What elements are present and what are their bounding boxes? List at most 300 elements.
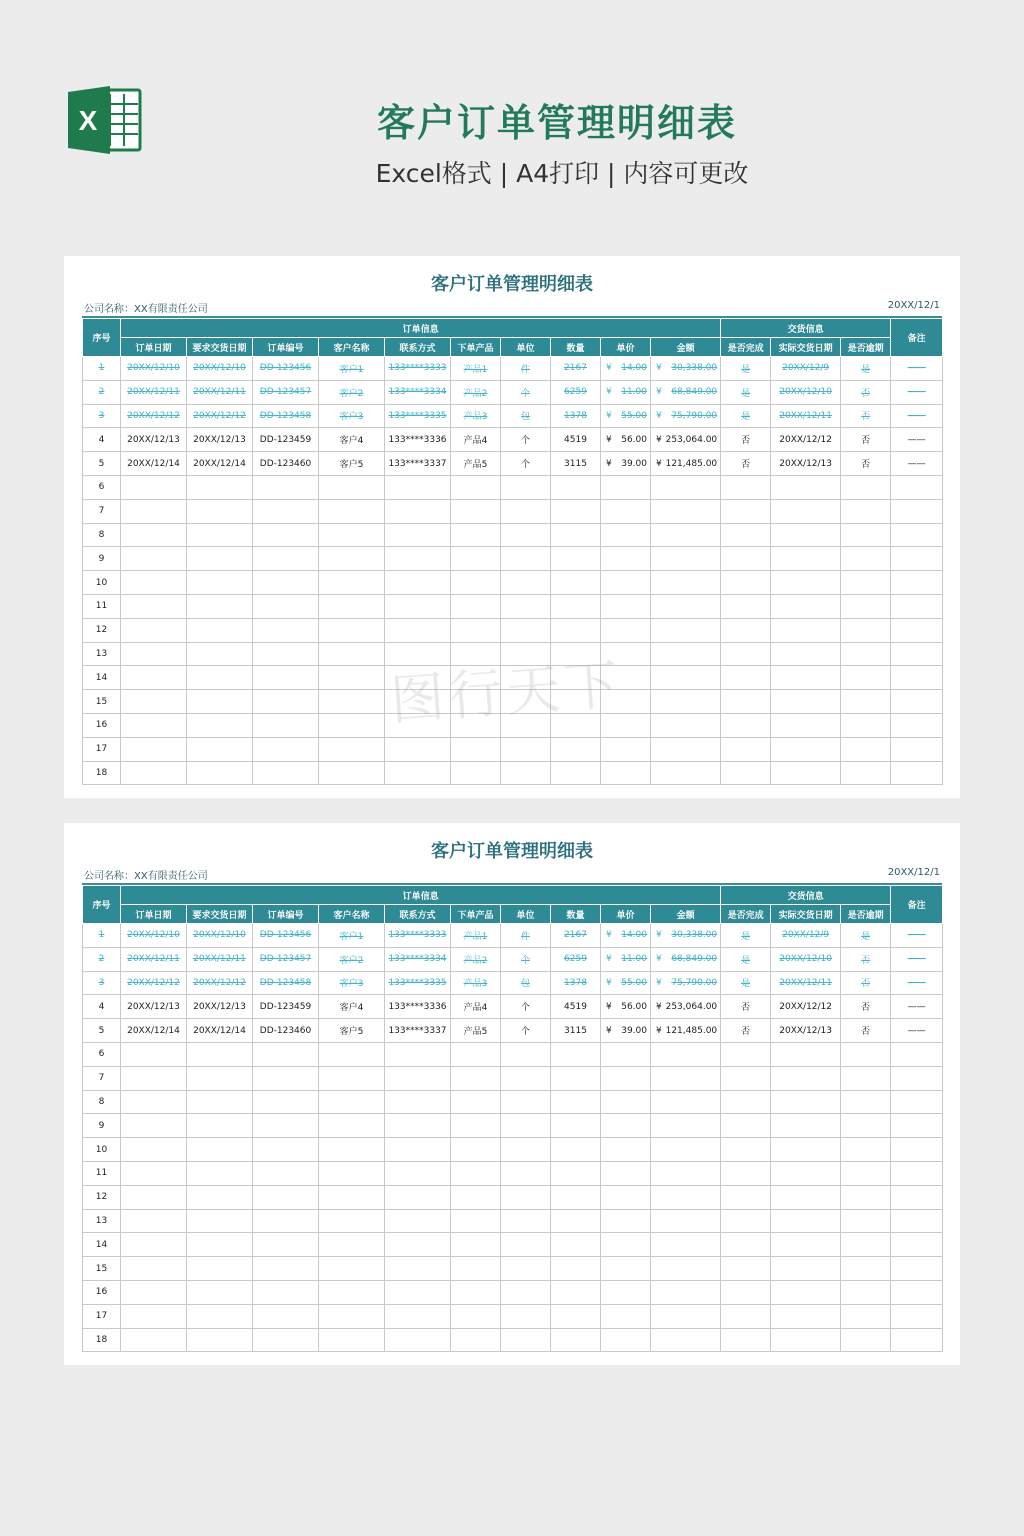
table-row <box>83 1114 943 1138</box>
empty-cell <box>651 1304 721 1328</box>
empty-cell <box>187 737 253 761</box>
empty-cell <box>501 737 551 761</box>
cell-overdue: 否 <box>841 1019 891 1043</box>
cell-completed: 是 <box>721 947 771 971</box>
empty-cell <box>451 523 501 547</box>
empty-cell <box>651 1090 721 1114</box>
cell-completed: 否 <box>721 995 771 1019</box>
empty-cell <box>319 499 385 523</box>
empty-cell <box>721 1185 771 1209</box>
empty-cell <box>841 1328 891 1352</box>
empty-cell <box>551 1138 601 1162</box>
empty-cell <box>601 1138 651 1162</box>
empty-cell <box>551 1090 601 1114</box>
empty-cell <box>551 594 601 618</box>
cell-contact: 133****3333 <box>385 357 451 381</box>
table-row <box>83 1233 943 1257</box>
empty-cell <box>121 499 187 523</box>
empty-cell <box>187 571 253 595</box>
cell-customer: 客户4 <box>319 995 385 1019</box>
cell-no: 17 <box>83 1304 121 1328</box>
empty-cell <box>771 1066 841 1090</box>
cell-no: 13 <box>83 1209 121 1233</box>
empty-cell <box>771 690 841 714</box>
empty-cell <box>891 1066 943 1090</box>
empty-cell <box>121 1042 187 1066</box>
empty-cell <box>187 499 253 523</box>
cell-overdue: 否 <box>841 995 891 1019</box>
cell-price-value: 55.00 <box>621 977 647 988</box>
cell-price-value: 56.00 <box>621 1001 647 1012</box>
empty-cell <box>771 761 841 785</box>
empty-cell <box>501 1328 551 1352</box>
cell-order-no: DD-123458 <box>253 404 319 428</box>
empty-cell <box>601 475 651 499</box>
empty-cell <box>385 594 451 618</box>
empty-cell <box>253 1304 319 1328</box>
header-order-info: 订单信息 <box>121 886 721 905</box>
column-header: 金额 <box>651 338 721 357</box>
empty-cell <box>771 499 841 523</box>
empty-cell <box>501 1114 551 1138</box>
empty-cell <box>121 1328 187 1352</box>
empty-cell <box>601 1042 651 1066</box>
cell-product: 产品5 <box>451 452 501 476</box>
cell-price <box>601 404 651 428</box>
currency-symbol: ¥ <box>606 363 612 374</box>
empty-cell <box>771 1161 841 1185</box>
empty-cell <box>721 1161 771 1185</box>
cell-no: 12 <box>83 618 121 642</box>
empty-cell <box>651 547 721 571</box>
table-row <box>83 404 943 428</box>
empty-cell <box>721 713 771 737</box>
empty-cell <box>501 547 551 571</box>
empty-cell <box>451 1090 501 1114</box>
empty-cell <box>551 1161 601 1185</box>
empty-cell <box>721 499 771 523</box>
empty-cell <box>651 1328 721 1352</box>
column-header: 金额 <box>651 905 721 924</box>
empty-cell <box>451 547 501 571</box>
table-row <box>83 1042 943 1066</box>
table-row <box>83 571 943 595</box>
empty-cell <box>551 1209 601 1233</box>
empty-cell <box>651 618 721 642</box>
cell-order-no: DD-123460 <box>253 452 319 476</box>
empty-cell <box>601 1257 651 1281</box>
cell-no: 1 <box>83 924 121 948</box>
empty-cell <box>319 642 385 666</box>
cell-contact: 133****3337 <box>385 1019 451 1043</box>
cell-actual-date: 20XX/12/12 <box>771 428 841 452</box>
table-row <box>83 523 943 547</box>
empty-cell <box>841 1233 891 1257</box>
empty-cell <box>651 1233 721 1257</box>
empty-cell <box>841 1138 891 1162</box>
cell-contact: 133****3335 <box>385 971 451 995</box>
cell-remark: —— <box>891 971 943 995</box>
cell-price <box>601 995 651 1019</box>
cell-price <box>601 428 651 452</box>
empty-cell <box>319 1114 385 1138</box>
cell-req-date: 20XX/12/13 <box>187 428 253 452</box>
cell-amount-value: 30,338.00 <box>671 930 718 941</box>
cell-no: 5 <box>83 1019 121 1043</box>
empty-cell <box>121 1090 187 1114</box>
table-row <box>83 452 943 476</box>
empty-cell <box>891 761 943 785</box>
empty-cell <box>121 1257 187 1281</box>
cell-order-no: DD-123456 <box>253 924 319 948</box>
empty-cell <box>771 737 841 761</box>
cell-qty: 1378 <box>551 404 601 428</box>
cell-actual-date: 20XX/12/10 <box>771 380 841 404</box>
empty-cell <box>385 571 451 595</box>
empty-cell <box>451 499 501 523</box>
empty-cell <box>451 1185 501 1209</box>
cell-no: 11 <box>83 594 121 618</box>
currency-symbol: ¥ <box>656 1001 662 1012</box>
cell-no: 7 <box>83 1066 121 1090</box>
cell-req-date: 20XX/12/14 <box>187 1019 253 1043</box>
cell-completed: 是 <box>721 404 771 428</box>
empty-cell <box>121 642 187 666</box>
empty-cell <box>253 1042 319 1066</box>
empty-cell <box>551 499 601 523</box>
empty-cell <box>187 1257 253 1281</box>
empty-cell <box>551 571 601 595</box>
empty-cell <box>841 713 891 737</box>
empty-cell <box>551 1304 601 1328</box>
table-row <box>83 1280 943 1304</box>
column-header: 客户名称 <box>319 905 385 924</box>
empty-cell <box>501 594 551 618</box>
empty-cell <box>121 571 187 595</box>
table-row <box>83 1161 943 1185</box>
cell-qty: 6259 <box>551 947 601 971</box>
empty-cell <box>891 1328 943 1352</box>
empty-cell <box>771 1257 841 1281</box>
column-header: 要求交货日期 <box>187 905 253 924</box>
column-header: 是否逾期 <box>841 338 891 357</box>
empty-cell <box>551 1185 601 1209</box>
empty-cell <box>451 761 501 785</box>
empty-cell <box>253 475 319 499</box>
empty-cell <box>121 737 187 761</box>
empty-cell <box>501 1257 551 1281</box>
cell-customer: 客户3 <box>319 404 385 428</box>
cell-customer: 客户1 <box>319 924 385 948</box>
cell-unit: 个 <box>501 995 551 1019</box>
cell-price-value: 39.00 <box>621 458 647 469</box>
currency-symbol: ¥ <box>606 930 612 941</box>
empty-cell <box>253 618 319 642</box>
cell-req-date: 20XX/12/11 <box>187 947 253 971</box>
empty-cell <box>651 1185 721 1209</box>
empty-cell <box>651 523 721 547</box>
column-header: 下单产品 <box>451 338 501 357</box>
empty-cell <box>551 1328 601 1352</box>
empty-cell <box>841 571 891 595</box>
cell-no: 6 <box>83 1042 121 1066</box>
empty-cell <box>385 547 451 571</box>
cell-no: 6 <box>83 475 121 499</box>
empty-cell <box>253 571 319 595</box>
cell-completed: 是 <box>721 971 771 995</box>
column-header: 客户名称 <box>319 338 385 357</box>
column-header: 要求交货日期 <box>187 338 253 357</box>
sheet-title: 客户订单管理明细表 <box>431 274 593 295</box>
cell-completed: 是 <box>721 924 771 948</box>
empty-cell <box>501 1161 551 1185</box>
cell-actual-date: 20XX/12/11 <box>771 971 841 995</box>
cell-overdue: 是 <box>841 357 891 381</box>
empty-cell <box>771 547 841 571</box>
empty-cell <box>771 642 841 666</box>
empty-cell <box>771 1042 841 1066</box>
cell-unit: 个 <box>501 1019 551 1043</box>
cell-remark: —— <box>891 995 943 1019</box>
empty-cell <box>187 1066 253 1090</box>
cell-remark: —— <box>891 428 943 452</box>
empty-cell <box>121 475 187 499</box>
cell-no: 15 <box>83 690 121 714</box>
column-header: 订单日期 <box>121 338 187 357</box>
cell-unit: 包 <box>501 404 551 428</box>
empty-cell <box>319 1042 385 1066</box>
cell-no: 9 <box>83 547 121 571</box>
table-row <box>83 1209 943 1233</box>
cell-remark: —— <box>891 357 943 381</box>
empty-cell <box>601 499 651 523</box>
empty-cell <box>551 475 601 499</box>
cell-overdue: 否 <box>841 404 891 428</box>
empty-cell <box>841 1042 891 1066</box>
cell-completed: 否 <box>721 452 771 476</box>
cell-no: 3 <box>83 971 121 995</box>
cell-remark: —— <box>891 380 943 404</box>
cell-amount <box>651 1019 721 1043</box>
table-row <box>83 1138 943 1162</box>
empty-cell <box>385 475 451 499</box>
column-header: 是否逾期 <box>841 905 891 924</box>
cell-contact: 133****3333 <box>385 924 451 948</box>
cell-no: 1 <box>83 357 121 381</box>
cell-req-date: 20XX/12/10 <box>187 357 253 381</box>
cell-price <box>601 1019 651 1043</box>
empty-cell <box>385 499 451 523</box>
header-delivery-info: 交货信息 <box>721 319 891 338</box>
currency-symbol: ¥ <box>606 458 612 469</box>
cell-product: 产品2 <box>451 947 501 971</box>
empty-cell <box>601 1066 651 1090</box>
empty-cell <box>385 1185 451 1209</box>
cell-unit: 件 <box>501 357 551 381</box>
empty-cell <box>253 1138 319 1162</box>
empty-cell <box>601 1209 651 1233</box>
empty-cell <box>651 571 721 595</box>
empty-cell <box>601 1185 651 1209</box>
empty-cell <box>253 713 319 737</box>
currency-symbol: ¥ <box>606 410 612 421</box>
cell-actual-date: 20XX/12/12 <box>771 995 841 1019</box>
empty-cell <box>253 1257 319 1281</box>
column-header: 订单编号 <box>253 905 319 924</box>
cell-contact: 133****3335 <box>385 404 451 428</box>
cell-order-no: DD-123458 <box>253 971 319 995</box>
empty-cell <box>121 1280 187 1304</box>
cell-contact: 133****3337 <box>385 452 451 476</box>
currency-symbol: ¥ <box>656 387 662 398</box>
empty-cell <box>385 1209 451 1233</box>
empty-cell <box>187 1280 253 1304</box>
cell-no: 14 <box>83 1233 121 1257</box>
cell-remark: —— <box>891 947 943 971</box>
empty-cell <box>551 547 601 571</box>
empty-cell <box>601 1304 651 1328</box>
empty-cell <box>253 1209 319 1233</box>
empty-cell <box>385 1114 451 1138</box>
empty-cell <box>451 1066 501 1090</box>
empty-cell <box>451 618 501 642</box>
cell-amount <box>651 924 721 948</box>
empty-cell <box>319 547 385 571</box>
empty-cell <box>551 1042 601 1066</box>
empty-cell <box>121 547 187 571</box>
empty-cell <box>385 1138 451 1162</box>
cell-order-date: 20XX/12/11 <box>121 947 187 971</box>
empty-cell <box>551 1066 601 1090</box>
column-header: 联系方式 <box>385 338 451 357</box>
currency-symbol: ¥ <box>656 410 662 421</box>
empty-cell <box>319 737 385 761</box>
sheet-date: 20XX/12/1 <box>887 300 940 311</box>
cell-qty: 1378 <box>551 971 601 995</box>
cell-price-value: 11.00 <box>621 954 647 965</box>
empty-cell <box>121 1209 187 1233</box>
empty-cell <box>771 1233 841 1257</box>
cell-order-no: DD-123457 <box>253 380 319 404</box>
empty-cell <box>891 1114 943 1138</box>
empty-cell <box>451 1233 501 1257</box>
empty-cell <box>721 1066 771 1090</box>
cell-customer: 客户4 <box>319 428 385 452</box>
empty-cell <box>721 571 771 595</box>
empty-cell <box>319 1090 385 1114</box>
empty-cell <box>187 713 253 737</box>
empty-cell <box>451 1257 501 1281</box>
empty-cell <box>385 1328 451 1352</box>
cell-no: 17 <box>83 737 121 761</box>
empty-cell <box>721 594 771 618</box>
table-row <box>83 1019 943 1043</box>
cell-amount-value: 75,790.00 <box>671 410 718 421</box>
cell-no: 15 <box>83 1257 121 1281</box>
empty-cell <box>551 618 601 642</box>
cell-req-date: 20XX/12/11 <box>187 380 253 404</box>
empty-cell <box>319 1304 385 1328</box>
empty-cell <box>841 618 891 642</box>
empty-cell <box>319 1280 385 1304</box>
page-title: 客户订单管理明细表 <box>376 101 737 145</box>
empty-cell <box>253 1114 319 1138</box>
cell-qty: 4519 <box>551 428 601 452</box>
empty-cell <box>841 1209 891 1233</box>
empty-cell <box>651 1280 721 1304</box>
empty-cell <box>841 499 891 523</box>
cell-amount-value: 253,064.00 <box>665 434 718 445</box>
cell-overdue: 是 <box>841 924 891 948</box>
currency-symbol: ¥ <box>606 1025 612 1036</box>
sheet-title: 客户订单管理明细表 <box>431 841 593 862</box>
cell-price-value: 11.00 <box>621 387 647 398</box>
table-row <box>83 995 943 1019</box>
cell-completed: 否 <box>721 428 771 452</box>
empty-cell <box>319 666 385 690</box>
cell-no: 16 <box>83 713 121 737</box>
column-header: 是否完成 <box>721 905 771 924</box>
empty-cell <box>651 1138 721 1162</box>
header-seq: 序号 <box>83 319 121 357</box>
cell-price <box>601 947 651 971</box>
table-row <box>83 1066 943 1090</box>
empty-cell <box>551 523 601 547</box>
empty-cell <box>601 618 651 642</box>
cell-req-date: 20XX/12/12 <box>187 971 253 995</box>
cell-price <box>601 971 651 995</box>
empty-cell <box>187 1042 253 1066</box>
cell-order-no: DD-123459 <box>253 995 319 1019</box>
empty-cell <box>253 666 319 690</box>
empty-cell <box>601 1233 651 1257</box>
empty-cell <box>319 761 385 785</box>
empty-cell <box>721 1257 771 1281</box>
empty-cell <box>187 761 253 785</box>
column-header: 订单日期 <box>121 905 187 924</box>
empty-cell <box>841 666 891 690</box>
empty-cell <box>253 642 319 666</box>
cell-unit: 个 <box>501 380 551 404</box>
currency-symbol: ¥ <box>606 387 612 398</box>
empty-cell <box>891 737 943 761</box>
empty-cell <box>841 475 891 499</box>
empty-cell <box>841 690 891 714</box>
empty-cell <box>187 1138 253 1162</box>
hero-banner <box>0 0 1024 240</box>
empty-cell <box>891 1304 943 1328</box>
cell-amount-value: 68,849.00 <box>671 954 718 965</box>
empty-cell <box>891 594 943 618</box>
cell-no: 5 <box>83 452 121 476</box>
table-row <box>83 618 943 642</box>
empty-cell <box>841 1280 891 1304</box>
empty-cell <box>721 1304 771 1328</box>
empty-cell <box>721 1090 771 1114</box>
empty-cell <box>319 571 385 595</box>
cell-unit: 个 <box>501 452 551 476</box>
empty-cell <box>771 1280 841 1304</box>
table-row <box>83 737 943 761</box>
empty-cell <box>891 523 943 547</box>
empty-cell <box>551 1114 601 1138</box>
order-table <box>82 885 943 1352</box>
empty-cell <box>651 666 721 690</box>
empty-cell <box>451 1209 501 1233</box>
cell-customer: 客户5 <box>319 1019 385 1043</box>
cell-remark: —— <box>891 452 943 476</box>
cell-customer: 客户2 <box>319 947 385 971</box>
